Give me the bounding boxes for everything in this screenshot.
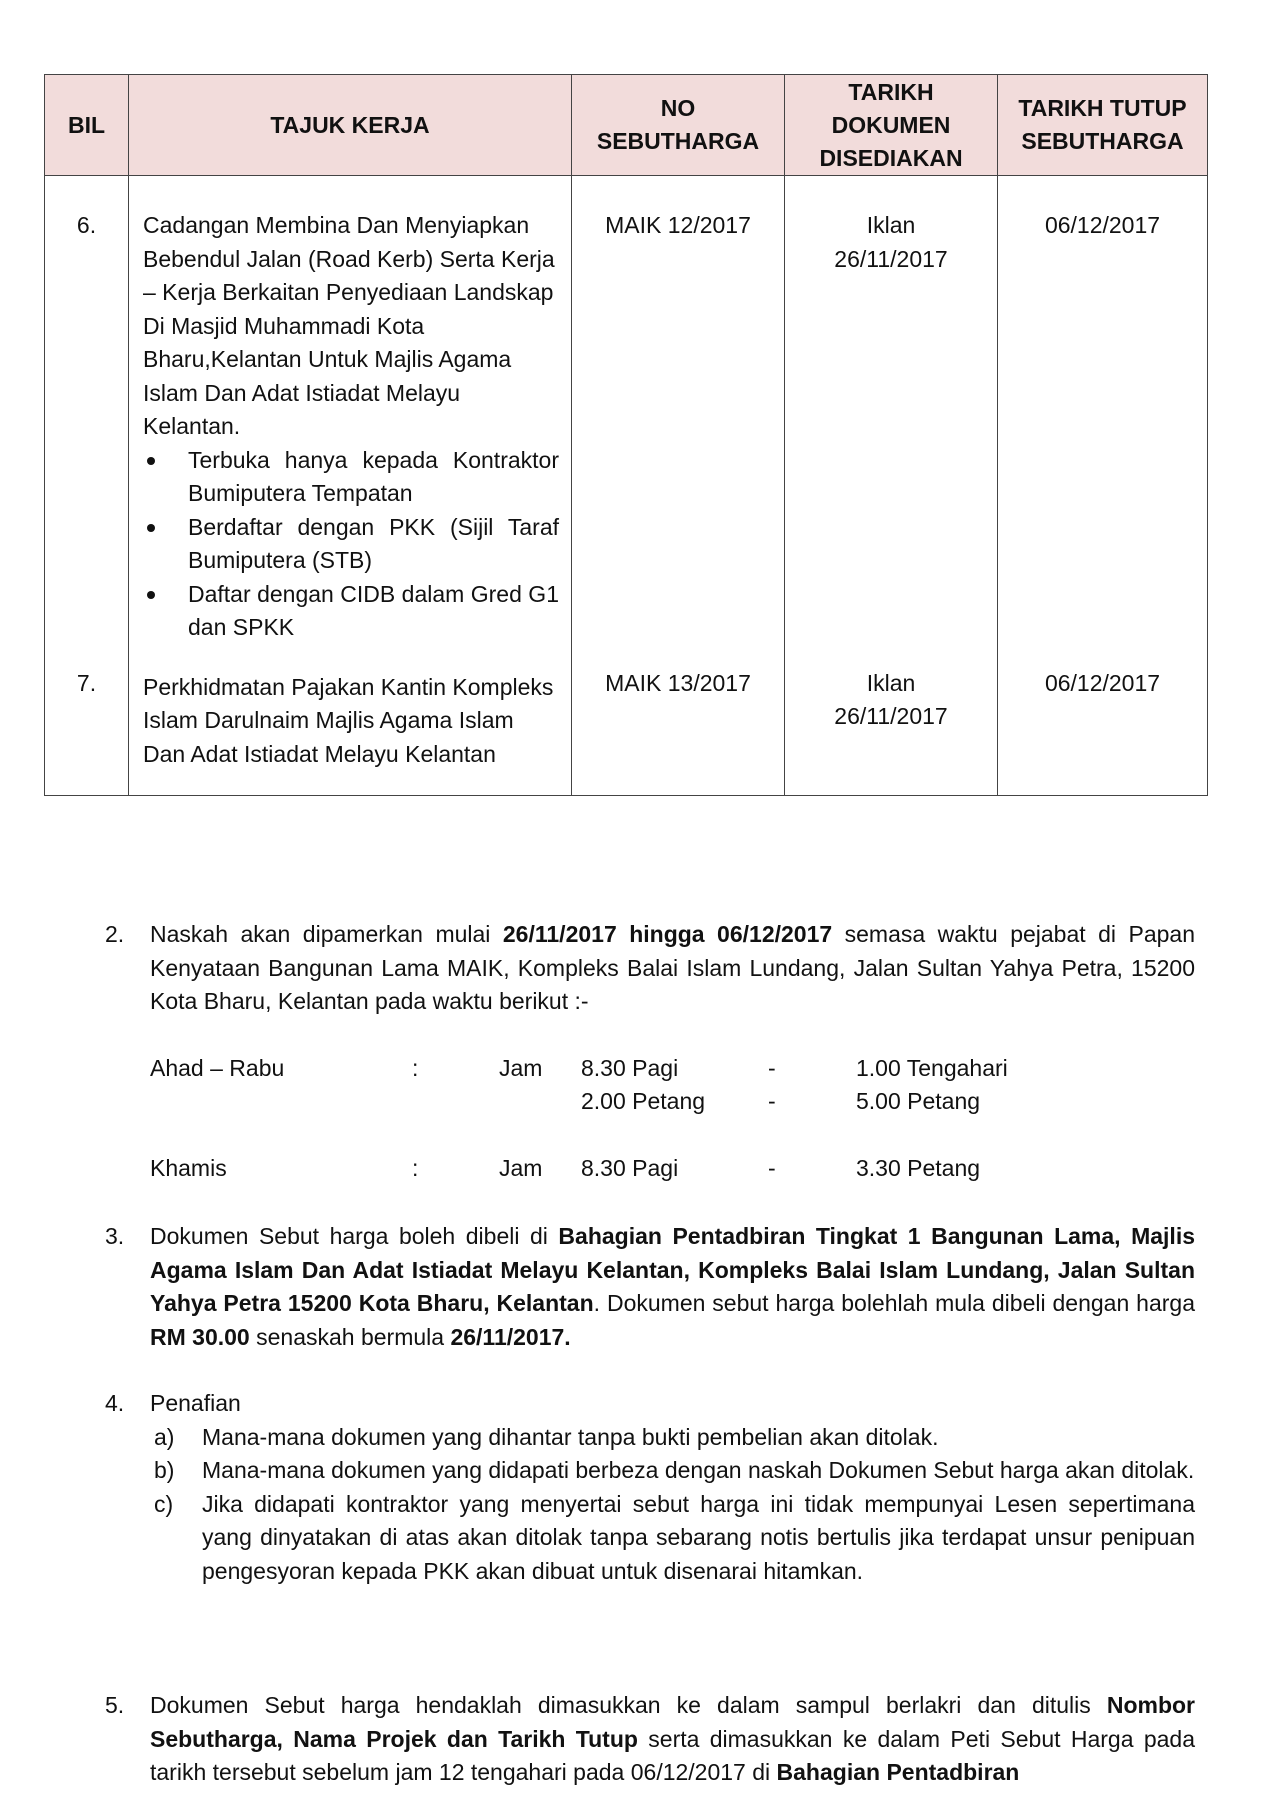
requirement-list [143,444,559,645]
row-tarikh-tutup: 06/12/2017 [998,176,1208,667]
row-no-sebutharga: MAIK 12/2017 [572,176,785,667]
header-tajuk-kerja: TAJUK KERJA [129,75,572,176]
table-row [45,667,1208,796]
date-range: 26/11/2017 hingga 06/12/2017 [502,921,833,947]
requirement-item: Terbuka hanya kepada Kontraktor Bumiputera Tempatan [143,444,559,511]
schedule-row: Khamis : Jam 8.30 Pagi - 3.30 Petang [150,1152,1050,1186]
header-tarikh-dokumen: TARIKH DOKUMEN DISEDIAKAN [785,75,998,176]
paragraph-number: 4. [105,1390,125,1416]
schedule-row: Ahad – Rabu : Jam 8.30 Pagi - 1.00 Tengahari [150,1052,1050,1086]
paragraph-number: 3. [105,1223,125,1249]
row-tarikh-disediakan: Iklan 26/11/2017 [785,667,998,796]
disclaimer-heading: Penafian [150,1390,241,1416]
schedule-from: 8.30 Pagi [581,1155,679,1181]
row-no-sebutharga: MAIK 13/2017 [572,667,785,796]
paragraph-number: 5. [105,1692,125,1718]
disclaimer-item: b) Mana-mana dokumen yang didapati berbeza dengan naskah Dokumen Sebut harga akan ditolak. [154,1457,1195,1483]
requirement-item: Daftar dengan CIDB dalam Gred G1 dan SPKK [143,578,559,645]
submission-office: Bahagian Pentadbiran [776,1759,1020,1785]
disclaimer-item: c) Jika didapati kontraktor yang menyertai sebut harga ini tidak mempunyai Lesen sepertimana yang dinyatakan di atas akan ditolak tanpa sebarang notis bertulis jika terdapat unsur penipuan pengesyoran kepada PKK akan dibuat untuk disenarai hitamkan. [154,1490,1195,1584]
schedule-row: 2.00 Petang - 5.00 Petang [150,1085,1050,1119]
paragraph-3 [105,1220,1195,1354]
paragraph-body: Dokumen Sebut harga boleh dibeli di Bahagian Pentadbiran Tingkat 1 Bangunan Lama, Majlis Agama Islam Dan Adat Istiadat Melayu Kelantan, Kompleks Balai Islam Lundang, Jalan Sultan Yahya Petra 15200 Kota Bharu, Kelantan. Dokumen sebut harga bolehlah mula dibeli dengan harga RM 30.00 senaskah bermula 26/11/2017. [150,1223,1195,1350]
schedule-to: 3.30 Petang [856,1155,981,1181]
paragraph-4 [105,1387,1195,1588]
header-tarikh-tutup: TARIKH TUTUP SEBUTHARGA [998,75,1208,176]
envelope-label: Nombor Sebutharga, Nama Projek dan Tarikh Tutup [150,1692,1195,1752]
paragraph-body: Naskah akan dipamerkan mulai 26/11/2017 hingga 06/12/2017 semasa waktu pejabat di Papan Kenyataan Bangunan Lama MAIK, Kompleks Balai Islam Lundang, Jalan Sultan Yahya Petra, 15200 Kota Bharu, Kelantan pada waktu berikut :- [150,921,1196,1014]
purchase-location: Bahagian Pentadbiran Tingkat 1 Bangunan Lama, Majlis Agama Islam Dan Adat Istiadat Melayu Kelantan, Kompleks Balai Islam Lundang, Jalan Sultan Yahya Petra 15200 Kota Bharu, Kelantan [150,1223,1195,1316]
paragraph-number: 2. [105,921,125,947]
row-title: Cadangan Membina Dan Menyiapkan Bebendul Jalan (Road Kerb) Serta Kerja – Kerja Berkaitan Penyediaan Landskap Di Masjid Muhammadi Kota Bharu,Kelantan Untuk Majlis Agama Islam Dan Adat Istiadat Melayu Kelantan. [143,212,555,439]
row-title: Perkhidmatan Pajakan Kantin Kompleks Islam Darulnaim Majlis Agama Islam Dan Adat Istiadat Melayu Kelantan [143,673,554,767]
schedule-day: Ahad – Rabu [150,1055,285,1081]
table-row [45,176,1208,667]
row-tarikh-tutup: 06/12/2017 [998,667,1208,796]
tender-table [44,74,1208,796]
schedule-to: 5.00 Petang [856,1088,981,1114]
row-title-cell [129,667,572,796]
schedule-day: Khamis [150,1155,227,1181]
row-tarikh-disediakan: Iklan 26/11/2017 [785,176,998,667]
paragraph-body: Dokumen Sebut harga hendaklah dimasukkan ke dalam sampul berlakri dan ditulis Nombor Sebutharga, Nama Projek dan Tarikh Tutup serta dimasukkan ke dalam Peti Sebut Harga pada tarikh tersebut sebelum jam 12 tengahari pada 06/12/2017 di Bahagian Pentadbiran [150,1692,1195,1785]
row-number: 6. [45,176,129,667]
row-title-cell [129,176,572,667]
paragraph-2 [105,918,1195,1019]
table-header-row [45,75,1208,176]
price: RM 30.00 [150,1323,250,1350]
requirement-item: Berdaftar dengan PKK (Sijil Taraf Bumiputera (STB) [143,511,559,578]
header-bil: BIL [45,75,129,176]
header-no-sebutharga: NO SEBUTHARGA [572,75,785,176]
start-date: 26/11/2017. [450,1323,571,1350]
disclaimer-item: a) Mana-mana dokumen yang dihantar tanpa bukti pembelian akan ditolak. [154,1423,939,1450]
schedule-from: 8.30 Pagi [581,1055,679,1081]
schedule-to: 1.00 Tengahari [856,1055,1008,1081]
paragraph-5 [105,1689,1195,1790]
row-number: 7. [45,667,129,796]
schedule-from: 2.00 Petang [581,1088,706,1114]
